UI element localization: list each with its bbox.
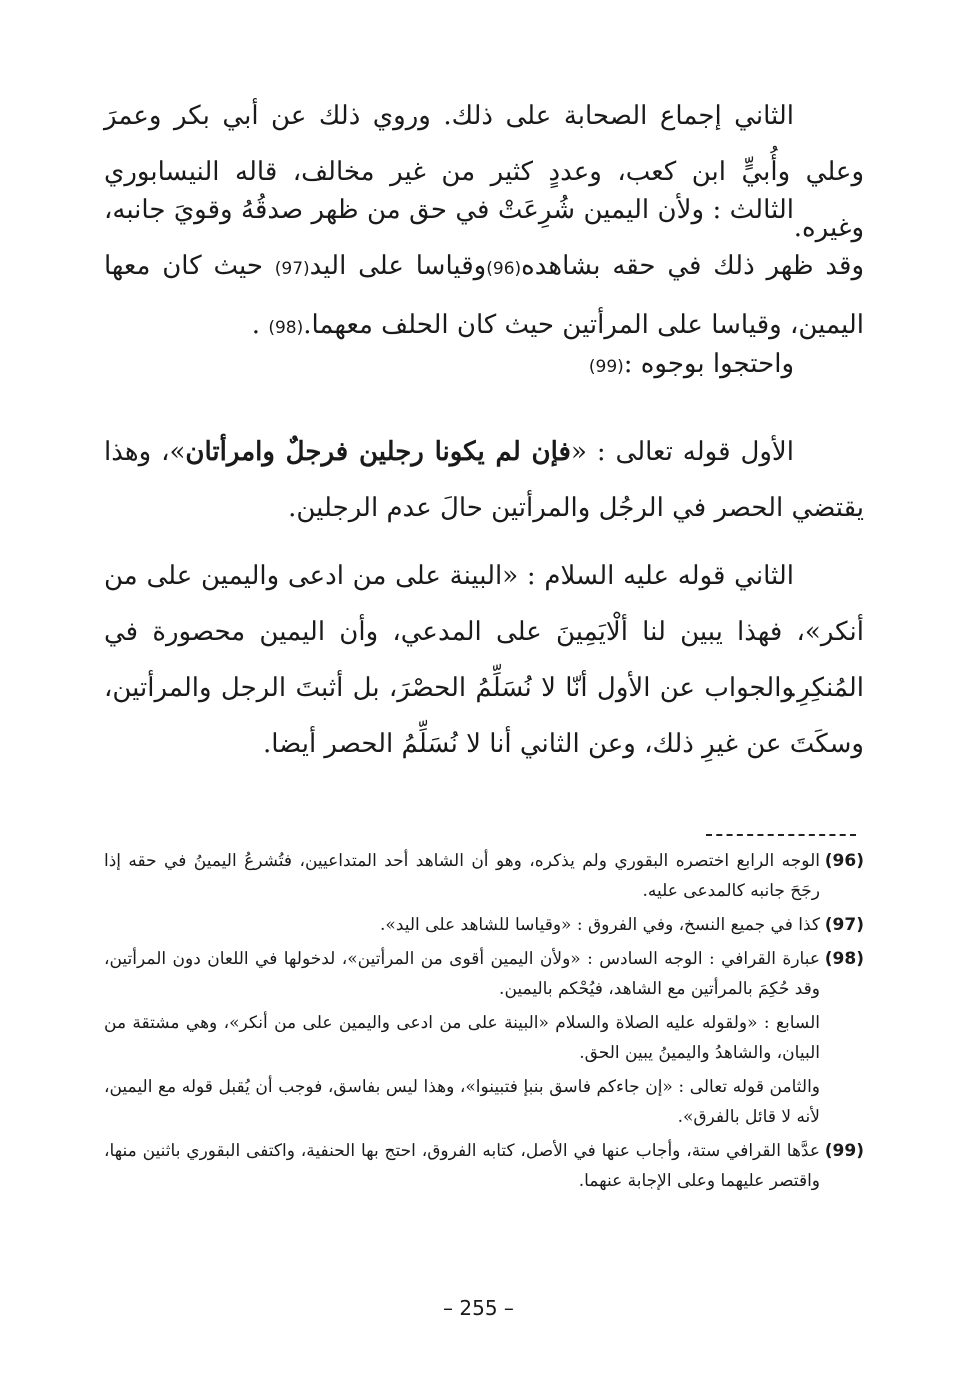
- page-number: – 255 –: [443, 1296, 514, 1320]
- paragraph-first-evidence: [104, 424, 864, 536]
- footnote-number: (98): [824, 949, 864, 969]
- paragraph-text: الثاني إجماع الصحابة على ذلك. وروي ذلك عن أبي بكر وعمرَ وعلي وأُبيٍّ ابن كعب، وعددٍ كثير من غير مخالف، قاله النيسابوري وغيره.: [104, 101, 864, 243]
- paragraph-text: وقياسا على اليد: [309, 251, 487, 281]
- footnote-ref-97[interactable]: (97): [274, 259, 310, 279]
- footnote-ref-96[interactable]: (96): [486, 259, 522, 279]
- footnote-96: [104, 846, 864, 906]
- footnote-ref-99[interactable]: (99): [588, 357, 624, 377]
- paragraph-text: واحتجوا بوجوه :: [623, 349, 794, 379]
- footnote-separator: [706, 834, 856, 836]
- footnote-text: كذا في جميع النسخ، وفي الفروق : «وقياسا للشاهد على اليد».: [380, 915, 820, 935]
- footnote-98-eighth: والثامن قوله تعالى : «إن جاءكم فاسق بنبإ فتبينوا»، وهذا ليس بفاسق، فوجب أن يُقبل قوله مع اليمين، لأنه لا قائل بالفرق».: [104, 1077, 820, 1127]
- footnote-number: (96): [824, 851, 864, 871]
- paragraph-text: الأول قوله تعالى : «: [570, 437, 794, 467]
- footnote-98-seventh: السابع : «ولقوله عليه الصلاة والسلام «البينة على من ادعى واليمين على من أنكر»، وهي مشتقة من البيان، والشاهدُ واليمينُ يبين الحق.: [104, 1013, 820, 1063]
- paragraph-text: .: [251, 310, 269, 340]
- paragraph-arguments-intro: [104, 336, 864, 395]
- paragraph-third-argument: [104, 182, 864, 356]
- footnote-99: [104, 1136, 864, 1196]
- footnote-text: الوجه الرابع اختصره البقوري ولم يذكره، وهو أن الشاهد أحد المتداعيين، فتُشرعُ اليمينُ في حقه إذا رجَحَ جانبه كالمدعى عليه.: [104, 851, 820, 901]
- footnote-97: [104, 910, 864, 940]
- paragraph-text: حيث كان معها اليمين، وقياسا على المرأتين حيث كان الحلف معهما.: [104, 251, 864, 340]
- paragraph-response: [104, 660, 864, 772]
- footnote-number: (97): [824, 915, 864, 935]
- footnotes-section: [104, 846, 864, 1200]
- quran-quote: فإن لم يكونا رجلين فرجلٌ وامرأتان: [185, 437, 571, 467]
- paragraph-text: الثالث : ولأن اليمين شُرِعَتْ في حق من ظهر صدقُهُ وقويَ جانبه، وقد ظهر ذلك في حقه بشاهده: [104, 195, 865, 281]
- footnote-98: [104, 944, 864, 1004]
- paragraph-text: الثاني قوله عليه السلام : «البينة على من ادعى واليمين على من أنكر»،: [104, 561, 864, 647]
- paragraph-text: »، وهذا يقتضي الحصر في الرجُل والمرأتين حالَ عدم الرجلين.: [104, 437, 864, 523]
- paragraph-text: والجواب عن الأول أنّا لا نُسَلِّمُ الحصْرَ، بل أثبتَ الرجل والمرأتين، وسكَتَ عن غيرِ ذلك، وعن الثاني أنا لا نُسَلِّمُ الحصر أيضا.: [104, 673, 864, 759]
- paragraph-text: فهذا يبين لنا ألْايَمِينَ على المدعي، وأن اليمين محصورة في المُنكِرِ.: [104, 617, 864, 703]
- footnote-text: عبارة القرافي : الوجه السادس : «ولأن اليمين أقوى من المرأتين»، لدخولها في اللعان دون المرأتين، وقد حُكِمَ بالمرأتين مع الشاهد، فيُحْكم باليمين.: [104, 949, 820, 999]
- footnote-ref-98[interactable]: (98): [268, 318, 304, 338]
- footnote-number: (99): [824, 1141, 864, 1161]
- footnote-text: عدَّها القرافي ستة، وأجاب عنها في الأصل، كتابه الفروق، احتج بها الحنفية، واكتفى البقوري باثنين منها، واقتصر عليهما وعلى الإجابة عنهما.: [104, 1141, 820, 1191]
